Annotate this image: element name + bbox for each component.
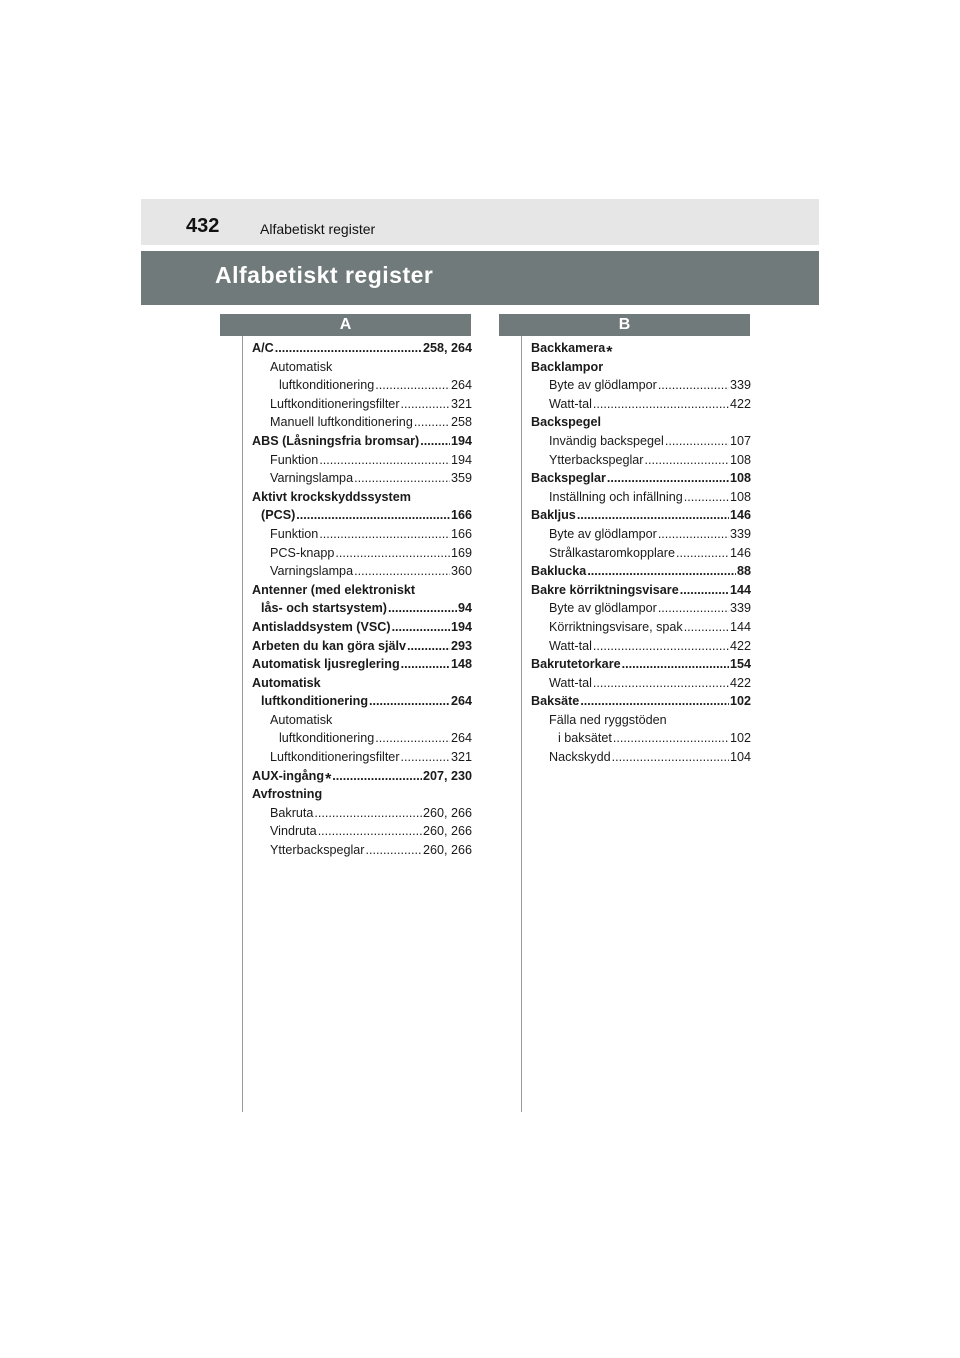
page-reference[interactable]: 293 (450, 638, 472, 653)
index-entry (531, 395, 751, 414)
index-entry (252, 562, 472, 581)
page-reference[interactable]: 258 (450, 415, 472, 430)
page-reference[interactable]: 321 (450, 750, 472, 765)
dot-leader (401, 748, 450, 767)
index-term: Fälla ned ryggstöden (549, 712, 667, 727)
index-term: Backspeglar (531, 471, 606, 486)
index-column-b (531, 339, 751, 767)
index-entry (252, 804, 472, 823)
index-term: lås- och startsystem) (261, 601, 387, 616)
index-term: luftkonditionering (279, 378, 375, 393)
index-entry-line (252, 674, 472, 693)
page-reference[interactable]: 108 (729, 452, 751, 467)
dot-leader (375, 729, 450, 748)
page-reference[interactable]: 148 (450, 657, 472, 672)
index-entry (531, 711, 751, 748)
index-term: (PCS) (261, 508, 296, 523)
index-entry (252, 544, 472, 563)
index-entry-line (270, 358, 472, 377)
index-entry (531, 544, 751, 563)
index-entry-line (531, 655, 751, 674)
page-reference[interactable]: 166 (450, 508, 472, 523)
index-term: Strålkastaromkopplare (549, 545, 675, 560)
page-reference[interactable]: 88 (736, 564, 751, 579)
index-entry-line (270, 469, 472, 488)
index-entry-line (270, 841, 472, 860)
page-reference[interactable]: 339 (729, 378, 751, 393)
index-entry-line (549, 599, 751, 618)
dot-leader (369, 692, 450, 711)
index-term: Automatisk (252, 675, 321, 690)
index-term: Automatisk (270, 712, 333, 727)
middle-column-rule (521, 336, 522, 1112)
index-entry-line (252, 637, 472, 656)
index-entry-line: AUX-ingång * ..... 207, 230 (252, 767, 472, 786)
index-entry-line (549, 432, 751, 451)
dot-leader (613, 729, 729, 748)
index-entry-line (270, 451, 472, 470)
dot-leader (612, 748, 729, 767)
dot-leader (414, 413, 450, 432)
dot-leader (593, 637, 729, 656)
page-reference[interactable]: 260, 266 (422, 805, 472, 820)
index-entry-line (531, 469, 751, 488)
index-term: Aktivt krockskyddssystem (252, 489, 411, 504)
index-term: Varningslampa (270, 564, 354, 579)
dot-leader (676, 544, 729, 563)
index-entry-line (549, 488, 751, 507)
index-entry-line (270, 395, 472, 414)
index-term: Manuell luftkonditionering (270, 415, 413, 430)
index-entry-line: Backkamera * (531, 341, 613, 361)
index-entry (531, 376, 751, 395)
index-entry (531, 506, 751, 525)
index-term: Backkamera (531, 341, 606, 355)
index-term: Bakrutetorkare (531, 657, 621, 672)
index-entry-line (270, 822, 472, 841)
index-term: Watt-tal (549, 638, 592, 653)
index-entry-line (270, 413, 472, 432)
index-entry-line (252, 692, 472, 711)
dot-leader (658, 525, 729, 544)
index-entry-line (549, 729, 751, 748)
index-entry-line (531, 413, 751, 432)
index-term: Byte av glödlampor (549, 378, 657, 393)
index-entry (252, 358, 472, 395)
page-reference[interactable]: 422 (729, 638, 751, 653)
index-entry (531, 451, 751, 470)
page-reference[interactable]: 422 (729, 675, 751, 690)
index-entry-line (531, 562, 751, 581)
index-entry-line (549, 637, 751, 656)
index-term: Backlampor (531, 359, 604, 374)
index-entry (252, 469, 472, 488)
index-entry-line (252, 655, 472, 674)
dot-leader (354, 469, 450, 488)
index-term: Baksäte (531, 694, 580, 709)
index-term: Automatisk ljusreglering (252, 657, 400, 672)
index-entry-line (252, 488, 472, 507)
index-entry (252, 637, 472, 656)
index-entry (252, 488, 472, 525)
dot-leader (401, 655, 450, 674)
dot-leader (645, 451, 729, 470)
index-entry (252, 841, 472, 860)
dot-leader (420, 432, 450, 451)
page-reference[interactable]: 166 (450, 526, 472, 541)
page-reference[interactable]: 194 (450, 452, 472, 467)
dot-leader (593, 674, 729, 693)
index-entry (252, 451, 472, 470)
index-term: Watt-tal (549, 396, 592, 411)
page-reference[interactable]: 107 (729, 433, 751, 448)
index-entry (252, 785, 472, 804)
page-reference[interactable]: 360 (450, 564, 472, 579)
index-entry (531, 599, 751, 618)
index-term: A/C (252, 341, 274, 355)
index-entry-line (549, 748, 751, 767)
index-term: Körriktningsvisare, spak (549, 619, 683, 634)
index-entry (531, 413, 751, 432)
index-term: Byte av glödlampor (549, 601, 657, 616)
index-term: luftkonditionering (261, 694, 369, 709)
index-entry-line (252, 599, 472, 618)
index-entry (252, 822, 472, 841)
page-reference[interactable]: 169 (450, 545, 472, 560)
page-reference[interactable]: 264 (450, 694, 472, 709)
index-entry (252, 432, 472, 451)
index-term: Arbeten du kan göra själv (252, 638, 406, 653)
index-entry-line (270, 711, 472, 730)
index-entry (531, 581, 751, 600)
index-entry-line (549, 674, 751, 693)
page-reference[interactable]: 258, 264 (422, 341, 472, 355)
index-term: luftkonditionering (279, 731, 375, 746)
index-term: Antisladdsystem (VSC) (252, 619, 391, 634)
dot-leader (388, 599, 457, 618)
index-entry (531, 339, 751, 361)
dot-leader (580, 692, 729, 711)
index-entry-line (252, 339, 472, 358)
dot-leader (275, 339, 422, 358)
page-reference[interactable]: 321 (450, 396, 472, 411)
index-entry-line (252, 785, 472, 804)
index-term: Ytterbackspeglar (549, 452, 644, 467)
index-entry (531, 525, 751, 544)
page-reference[interactable]: 339 (729, 526, 751, 541)
page-reference[interactable]: 264 (450, 731, 472, 746)
index-term: Invändig backspegel (549, 433, 664, 448)
dot-leader (665, 432, 729, 451)
index-term: Watt-tal (549, 675, 592, 690)
index-term: Backspegel (531, 415, 602, 430)
index-entry (531, 358, 751, 377)
dot-leader (658, 599, 729, 618)
index-term: Ytterbackspeglar (270, 843, 365, 858)
dot-leader (407, 637, 450, 656)
dot-leader (684, 618, 729, 637)
index-term: Funktion (270, 526, 319, 541)
index-term: AUX-ingång (252, 768, 325, 783)
page-reference[interactable]: 359 (450, 471, 472, 486)
page-reference[interactable]: 194 (450, 619, 472, 634)
index-entry-line (549, 618, 751, 637)
index-term: Byte av glödlampor (549, 526, 657, 541)
index-term: Funktion (270, 452, 319, 467)
page-reference[interactable]: 260, 266 (422, 843, 472, 858)
dot-leader (593, 395, 729, 414)
index-term: Inställning och infällning (549, 489, 683, 504)
dot-leader (587, 562, 736, 581)
index-entry-line (549, 395, 751, 414)
index-entry-line (252, 581, 472, 600)
index-entry (252, 581, 472, 618)
index-entry (531, 748, 751, 767)
index-entry (531, 637, 751, 656)
running-header: Alfabetiskt register (260, 221, 376, 237)
dot-leader (680, 581, 729, 600)
index-entry (531, 692, 751, 711)
page-reference[interactable]: 108 (729, 471, 751, 486)
dot-leader (684, 488, 729, 507)
header-band (141, 199, 819, 245)
index-entry-line (270, 562, 472, 581)
index-entry (252, 395, 472, 414)
index-entry-line (531, 358, 751, 377)
index-entry-line (270, 525, 472, 544)
index-term: Nackskydd (549, 750, 611, 765)
letter-heading-a: A (220, 314, 471, 336)
page-reference[interactable]: 154 (729, 657, 751, 672)
index-entry-line (531, 506, 751, 525)
dot-leader (314, 804, 422, 823)
index-term: Vindruta (270, 824, 317, 839)
letter-heading-b: B (499, 314, 750, 336)
page-reference[interactable]: 102 (729, 731, 751, 746)
index-entry (531, 432, 751, 451)
page-reference[interactable]: 207, 230 (422, 768, 472, 783)
dot-leader (319, 451, 450, 470)
page-reference[interactable]: 260, 266 (422, 824, 472, 839)
page-reference[interactable]: 146 (729, 545, 751, 560)
dot-leader (318, 822, 422, 841)
dot-leader (354, 562, 450, 581)
index-term: Antenner (med elektroniskt (252, 582, 416, 597)
index-entry (252, 748, 472, 767)
index-entry-line (549, 376, 751, 395)
index-entry (252, 618, 472, 637)
index-entry-line (549, 544, 751, 563)
page-reference[interactable]: 102 (729, 694, 751, 709)
index-term: Baklucka (531, 564, 587, 579)
index-entry-line (252, 506, 472, 525)
dot-leader (332, 767, 422, 786)
index-entry-line (531, 692, 751, 711)
index-term: Luftkonditioneringsfilter (270, 396, 400, 411)
dot-leader (366, 841, 422, 860)
page-reference[interactable]: 146 (729, 508, 751, 523)
index-entry-line (549, 711, 751, 730)
index-entry (252, 674, 472, 711)
page-reference[interactable]: 108 (729, 489, 751, 504)
dot-leader (392, 618, 450, 637)
index-term: PCS-knapp (270, 545, 335, 560)
page-reference[interactable]: 144 (729, 619, 751, 634)
index-entry-line (252, 618, 472, 637)
dot-leader (622, 655, 729, 674)
dot-leader (375, 376, 450, 395)
page-title: Alfabetiskt register (215, 262, 434, 288)
index-term: i baksätet (558, 731, 612, 746)
index-term: ABS (Låsningsfria bromsar) (252, 433, 420, 448)
left-column-rule (242, 336, 243, 1112)
index-column-a (252, 339, 472, 860)
index-entry (252, 655, 472, 674)
index-term: Avfrostning (252, 787, 323, 802)
page-reference[interactable]: 94 (457, 601, 472, 616)
index-entry (252, 767, 472, 789)
page-reference[interactable]: 339 (729, 601, 751, 616)
index-entry (252, 711, 472, 748)
dot-leader (335, 544, 450, 563)
dot-leader (296, 506, 450, 525)
index-term: Luftkonditioneringsfilter (270, 750, 400, 765)
page-reference[interactable]: 144 (729, 582, 751, 597)
dot-leader (401, 395, 450, 414)
index-entry-line (549, 525, 751, 544)
index-entry (531, 469, 751, 488)
index-entry-line (252, 432, 472, 451)
index-term: Varningslampa (270, 471, 354, 486)
index-entry-line (270, 804, 472, 823)
index-term: Bakljus (531, 508, 576, 523)
index-entry (252, 339, 472, 358)
page-number: 432 (186, 215, 220, 237)
index-entry (252, 525, 472, 544)
index-entry (531, 618, 751, 637)
index-term: Bakre körriktningsvisare (531, 582, 679, 597)
page-reference[interactable]: 422 (729, 396, 751, 411)
index-entry (531, 674, 751, 693)
index-entry (531, 655, 751, 674)
page-reference[interactable]: 104 (729, 750, 751, 765)
index-entry (531, 488, 751, 507)
dot-leader (658, 376, 729, 395)
index-entry (252, 413, 472, 432)
index-entry (531, 562, 751, 581)
index-entry-line (531, 581, 751, 600)
page-reference[interactable]: 194 (450, 433, 472, 448)
index-term: Bakruta (270, 805, 314, 820)
dot-leader (319, 525, 450, 544)
page-reference[interactable]: 264 (450, 378, 472, 393)
index-term: Automatisk (270, 359, 333, 374)
index-entry-line (270, 544, 472, 563)
index-entry-line (549, 451, 751, 470)
index-entry-line (270, 376, 472, 395)
dot-leader (607, 469, 729, 488)
index-entry-line (270, 729, 472, 748)
dot-leader (577, 506, 729, 525)
index-entry-line (270, 748, 472, 767)
